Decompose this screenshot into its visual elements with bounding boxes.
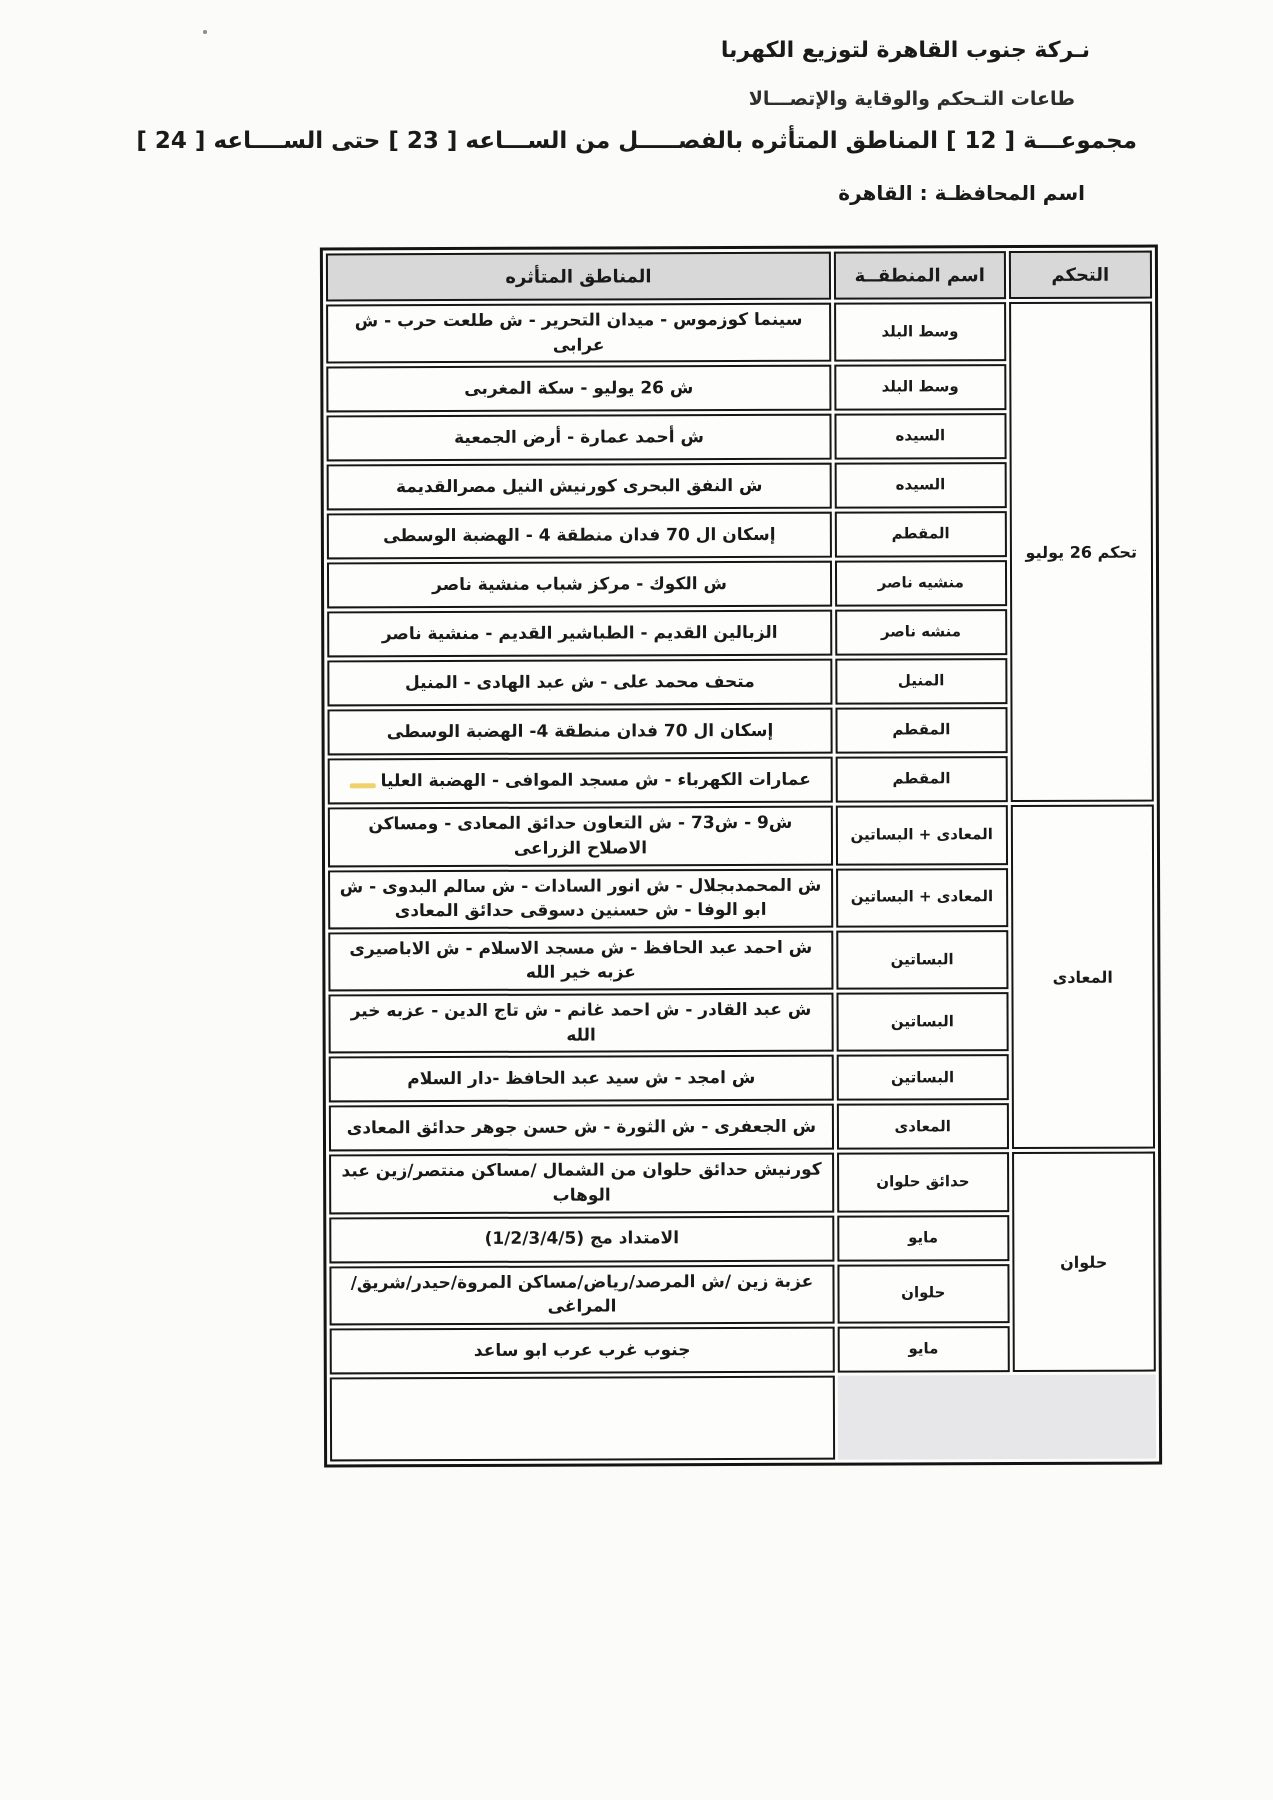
area-name-cell: المعادى + البساتين	[836, 805, 1008, 865]
area-name-cell: منشيه ناصر	[835, 560, 1007, 607]
affected-areas-cell: الزبالين القديم - الطباشير القديم - منشية ناصر	[327, 610, 832, 658]
affected-areas-cell: ش9 - ش73 - ش التعاون حدائق المعادى - ومساكن الاصلاح الزراعى	[328, 806, 833, 867]
area-name-cell: البساتين	[837, 1054, 1009, 1101]
area-name-cell: حدائق حلوان	[837, 1152, 1009, 1212]
area-name-cell: مايو	[838, 1326, 1010, 1373]
affected-areas-cell: ش المحمدبجلال - ش انور السادات - ش سالم البدوى - ش ابو الوفا - ش حسنين دسوقى حدائق المعادى	[328, 868, 833, 929]
table-row	[328, 805, 1154, 867]
affected-areas-cell: ش الكوك - مركز شباب منشية ناصر	[327, 561, 832, 609]
control-cell: تحكم 26 يوليو	[1009, 302, 1154, 803]
affected-areas-cell: إسكان ال 70 فدان منطقة 4- الهضبة الوسطى	[327, 708, 832, 756]
area-name-cell: المقطم	[835, 511, 1007, 558]
area-name-cell: المعادى + البساتين	[836, 868, 1008, 928]
column-header-control: التحكم	[1008, 251, 1152, 300]
area-name-cell: وسط البلد	[834, 364, 1006, 411]
column-header-area: اسم المنطقــة	[834, 251, 1006, 300]
area-name-cell: مايو	[837, 1215, 1009, 1262]
outage-table-grid	[320, 245, 1162, 1468]
page-title: مجموعـــة [ 12 ] المناطق المتأثره بالفصـــــل من الســـاعه [ 23 ] حتى الســــاعه [ 24 ]	[136, 128, 1137, 154]
table-row	[326, 302, 1152, 364]
area-name-cell: السيده	[835, 462, 1007, 509]
area-name-cell: منشه ناصر	[835, 609, 1007, 656]
area-name-cell: وسط البلد	[834, 302, 1006, 362]
control-cell: حلوان	[1012, 1152, 1156, 1372]
affected-areas-cell: متحف محمد على - ش عبد الهادى - المنيل	[327, 659, 832, 707]
control-cell: المعادى	[1010, 805, 1155, 1150]
area-name-cell: المقطم	[835, 707, 1007, 754]
affected-areas-cell: إسكان ال 70 فدان منطقة 4 - الهضبة الوسطى	[327, 512, 832, 560]
area-name-cell: البساتين	[836, 992, 1008, 1052]
area-name-cell: المنيل	[835, 658, 1007, 705]
area-name-cell: حلوان	[837, 1264, 1009, 1324]
affected-areas-cell: ش أحمد عمارة - أرض الجمعية	[326, 414, 831, 462]
scan-artifact-dot	[203, 30, 207, 34]
company-name: نـركة جنوب القاهرة لتوزيع الكهربا	[720, 38, 1090, 63]
affected-areas-cell: كورنيش حدائق حلوان من الشمال /مساكن منتصر/زين عبد الوهاب	[329, 1153, 834, 1214]
affected-areas-cell: ش عبد القادر - ش احمد غانم - ش تاج الدين - عزبه خير الله	[328, 993, 833, 1054]
affected-areas-cell: عزبة زين /ش المرصد/رياض/مساكن المروة/حيدر/شريق/المراغى	[329, 1264, 834, 1325]
table-row	[329, 1152, 1155, 1214]
scan-highlight-mark	[350, 783, 376, 788]
affected-areas-cell: ش الجعفرى - ش الثورة - ش حسن جوهر حدائق المعادى	[329, 1104, 834, 1152]
area-name-cell: المقطم	[836, 756, 1008, 803]
outage-table	[320, 245, 1162, 1468]
column-header-affected: المناطق المتأثره	[326, 252, 831, 302]
affected-areas-cell: عمارات الكهرباء - ش مسجد الموافى - الهضبة العليا	[328, 757, 833, 805]
area-name-cell: المعادى	[837, 1103, 1009, 1150]
empty-gray-cell	[838, 1375, 1156, 1460]
affected-areas-cell: سينما كوزموس - ميدان التحرير - ش طلعت حرب - ش عرابى	[326, 303, 831, 364]
affected-areas-cell: جنوب غرب عرب ابو ساعد	[330, 1327, 835, 1375]
affected-areas-cell: ش امجد - ش سيد عبد الحافظ -دار السلام	[329, 1055, 834, 1103]
area-name-cell: السيده	[834, 413, 1006, 460]
table-header-row	[326, 251, 1152, 302]
affected-areas-cell: الامتداد مج (1/2/3/4/5)	[329, 1215, 834, 1263]
department-name: طاعات التـحكم والوقاية والإتصـــالا	[748, 88, 1075, 110]
affected-areas-cell: ش 26 يوليو - سكة المغربى	[326, 365, 831, 413]
area-name-cell: البساتين	[836, 930, 1008, 990]
table-row-empty	[330, 1375, 1156, 1462]
empty-affected-cell	[330, 1376, 835, 1462]
affected-areas-cell: ش النفق البحرى كورنيش النيل مصرالقديمة	[327, 463, 832, 511]
governorate-label: اسم المحافظـة : القاهرة	[838, 181, 1085, 205]
affected-areas-cell: ش احمد عبد الحافظ - ش مسجد الاسلام - ش الاباصيرى عزبه خير الله	[328, 931, 833, 992]
